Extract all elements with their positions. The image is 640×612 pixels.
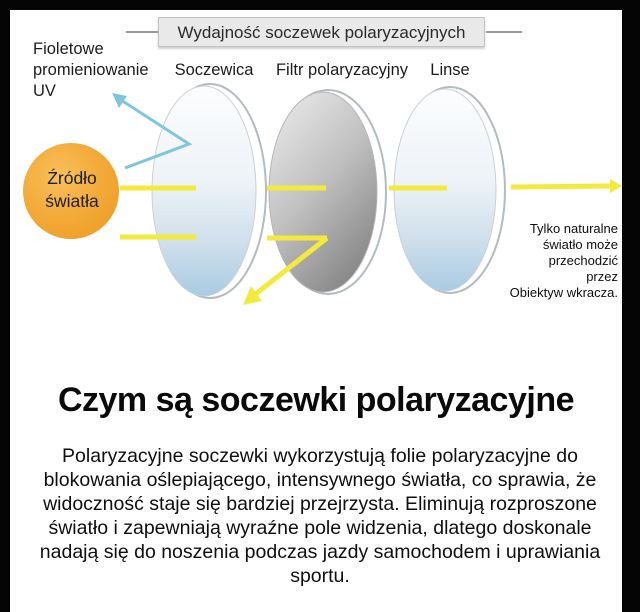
caption-line: Obiektyw wkracza.: [509, 285, 618, 300]
transmitted-light-arrow-icon: [610, 179, 622, 193]
frame-border-left: [0, 0, 10, 612]
article-body: [20, 444, 620, 588]
lens-2-polarizing-filter: [269, 90, 386, 294]
lens-1: [152, 84, 266, 298]
frame-border-right: [622, 0, 640, 612]
caption-line: Tylko naturalne: [529, 221, 618, 236]
light-source-label-line: Źródło: [47, 168, 97, 188]
caption-line: przechodzić: [548, 253, 618, 268]
frame-border-top: [0, 0, 640, 10]
uv-label-line: UV: [33, 82, 56, 100]
title-connector-line-right: [486, 31, 522, 33]
article-heading: Czym są soczewki polaryzacyjne: [57, 381, 575, 419]
uv-label-line: promieniowanie: [33, 61, 149, 79]
light-ray-segment: [511, 186, 612, 187]
article-body-line: sportu.: [290, 565, 350, 587]
article-body-line: blokowania oślepiającego, intensywnego światła, co sprawia, że: [43, 469, 597, 491]
lens-label-filtr-polaryzacyjny: Filtr polaryzacyjny: [275, 61, 409, 79]
lens-2-glass: [269, 92, 377, 292]
article-body-line: nadają się do noszenia podczas jazdy samochodem i uprawiania: [39, 541, 601, 563]
light-source-label: [29, 167, 115, 213]
article-body-line: światło i zapewniają wyraźne pole widzenia, dlatego doskonale: [48, 517, 592, 539]
article-body-line: widoczność staje się bardziej przejrzysta. Eliminują rozproszone: [43, 493, 597, 515]
caption-line: przez: [586, 269, 618, 284]
light-source-label-line: światła: [45, 191, 99, 211]
diagram-title: Wydajność soczewek polaryzacyjnych: [158, 17, 485, 47]
caption-line: światło może: [542, 237, 618, 252]
article-body-line: Polaryzacyjne soczewki wykorzystują folie polaryzacyjne do: [62, 445, 578, 467]
lens-label-linse: Linse: [430, 61, 470, 79]
natural-light-caption: [487, 221, 618, 301]
lens-label-soczewica: Soczewica: [174, 61, 254, 79]
lens-1-glass: [152, 86, 256, 296]
uv-label-line: Fioletowe: [33, 40, 104, 58]
uv-label: [33, 39, 183, 102]
title-connector-line-left: [126, 31, 158, 33]
